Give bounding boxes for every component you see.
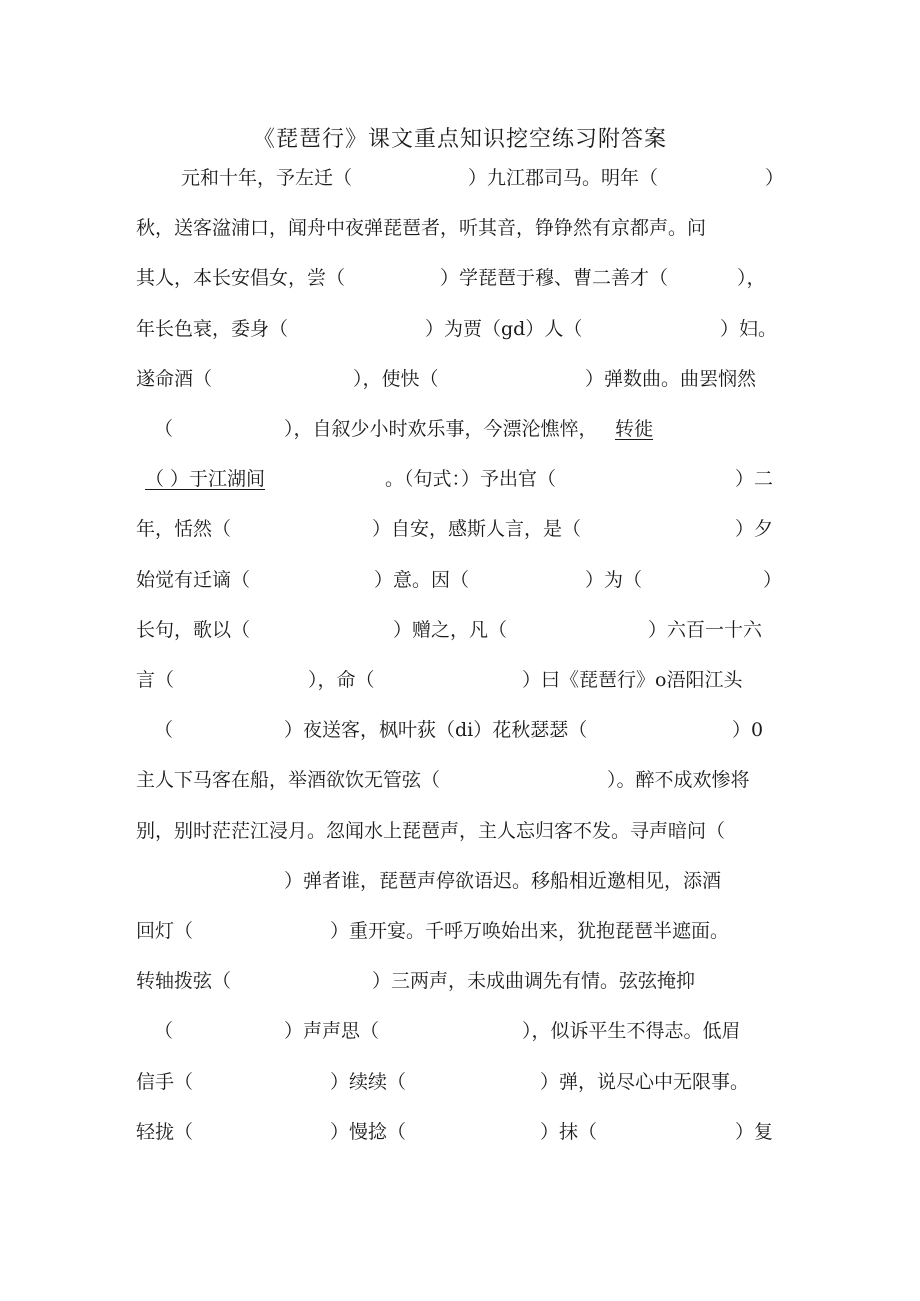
text-line — [0, 163, 920, 193]
document-title: 《琵琶行》课文重点知识挖空练习附答案 — [252, 127, 667, 152]
text-line — [0, 1117, 920, 1147]
text-segment: ）弹数曲。曲罢悯然 — [585, 368, 757, 390]
text-segment: 言（ — [136, 669, 175, 691]
text-line — [0, 414, 920, 444]
text-segment: ）赠之，凡（ — [393, 619, 508, 641]
text-segment: ）重开宴。千呼万唤始出来，犹抱琵琶半遮面。 — [330, 920, 730, 942]
text-segment: ）为（ — [585, 569, 643, 591]
text-line — [0, 263, 920, 293]
text-segment: 年，恬然（ — [136, 518, 232, 540]
text-line — [0, 916, 920, 946]
text-segment: 转轴拨弦（ — [136, 970, 232, 992]
text-line — [0, 715, 920, 745]
text-segment: ）意。因（ — [374, 569, 470, 591]
text-segment: 。（句式：）予出官（ — [385, 468, 557, 490]
text-segment: ）弹，说尽心中无限事。 — [540, 1071, 750, 1093]
text-segment: ）复 — [735, 1121, 774, 1143]
text-segment: ）慢捻（ — [330, 1121, 407, 1143]
text-segment: ）为贾（gd）人（ — [425, 318, 583, 340]
text-line — [0, 966, 920, 996]
text-segment: ），似诉平生不得志。低眉 — [522, 1020, 741, 1042]
text-line — [0, 213, 920, 243]
text-segment: 信手（ — [136, 1071, 194, 1093]
text-segment: 遂命酒（ — [136, 368, 213, 390]
text-segment: ）弹者谁，琵琶声停欲语迟。移船相近邀相见，添酒 — [284, 870, 722, 892]
text-segment: ）抹（ — [540, 1121, 598, 1143]
text-segment: ）声声思（ — [284, 1020, 380, 1042]
text-line — [0, 816, 920, 846]
text-segment: 秋，送客湓浦口，闻舟中夜弹琵琶者，听其音，铮铮然有京都声。问 — [136, 217, 707, 239]
text-segment: 元和十年，予左迁（ — [181, 167, 353, 189]
text-segment: ）三两声，未成曲调先有情。弦弦掩抑 — [372, 970, 696, 992]
text-segment: （ — [154, 1020, 174, 1042]
text-segment: ），命（ — [308, 669, 375, 691]
text-segment: 年长色衰，委身（ — [136, 318, 289, 340]
text-segment: ）， — [737, 267, 766, 289]
text-segment: ）夕 — [735, 518, 774, 540]
text-segment: ）妇。 — [720, 318, 778, 340]
underlined-text-segment: （ ）于江湖间 — [145, 468, 266, 490]
text-line — [0, 765, 920, 795]
text-segment: ）。醉不成欢惨将 — [607, 769, 750, 791]
text-segment: （ — [154, 418, 174, 440]
text-line — [0, 665, 920, 695]
text-segment: ）二 — [735, 468, 774, 490]
text-segment: ）曰《琵琶行》o浯阳江头 — [522, 669, 743, 691]
text-segment: ）六百一十六 — [648, 619, 763, 641]
text-segment: ）夜送客，枫叶荻（di）花秋瑟瑟（ — [284, 719, 588, 741]
text-segment: （ — [154, 719, 174, 741]
text-segment: ） — [765, 167, 785, 189]
text-line — [0, 314, 920, 344]
text-segment: 其人，本长安倡女，尝（ — [136, 267, 346, 289]
text-segment: ）0 — [732, 719, 764, 741]
text-segment: ）续续（ — [330, 1071, 407, 1093]
text-line — [0, 464, 920, 494]
text-line — [0, 1016, 920, 1046]
text-segment: ），使快（ — [353, 368, 439, 390]
text-segment: 长句，歌以（ — [136, 619, 251, 641]
text-segment: 始觉有迁谪（ — [136, 569, 251, 591]
text-segment: ）九江郡司马。明年（ — [468, 167, 659, 189]
text-segment: ）自安，感斯人言，是（ — [372, 518, 582, 540]
text-line — [0, 514, 920, 544]
text-line — [0, 615, 920, 645]
text-segment: 轻拢（ — [136, 1121, 194, 1143]
text-segment: ） — [763, 569, 783, 591]
text-segment: 主人下马客在船，举酒欲饮无管弦（ — [136, 769, 441, 791]
text-line — [0, 364, 920, 394]
text-line — [0, 1067, 920, 1097]
text-line — [0, 866, 920, 896]
text-line — [0, 565, 920, 595]
underlined-text-segment: 转徙 — [615, 418, 654, 440]
text-segment: ），自叙少小时欢乐事，今漂沦憔悴， — [284, 418, 598, 440]
text-segment: 别，别时茫茫江浸月。忽闻水上琵琶声，主人忘归客不发。寻声暗问（ — [136, 820, 726, 842]
text-segment: ）学琵琶于穆、曹二善才（ — [440, 267, 669, 289]
text-segment: 回灯（ — [136, 920, 194, 942]
